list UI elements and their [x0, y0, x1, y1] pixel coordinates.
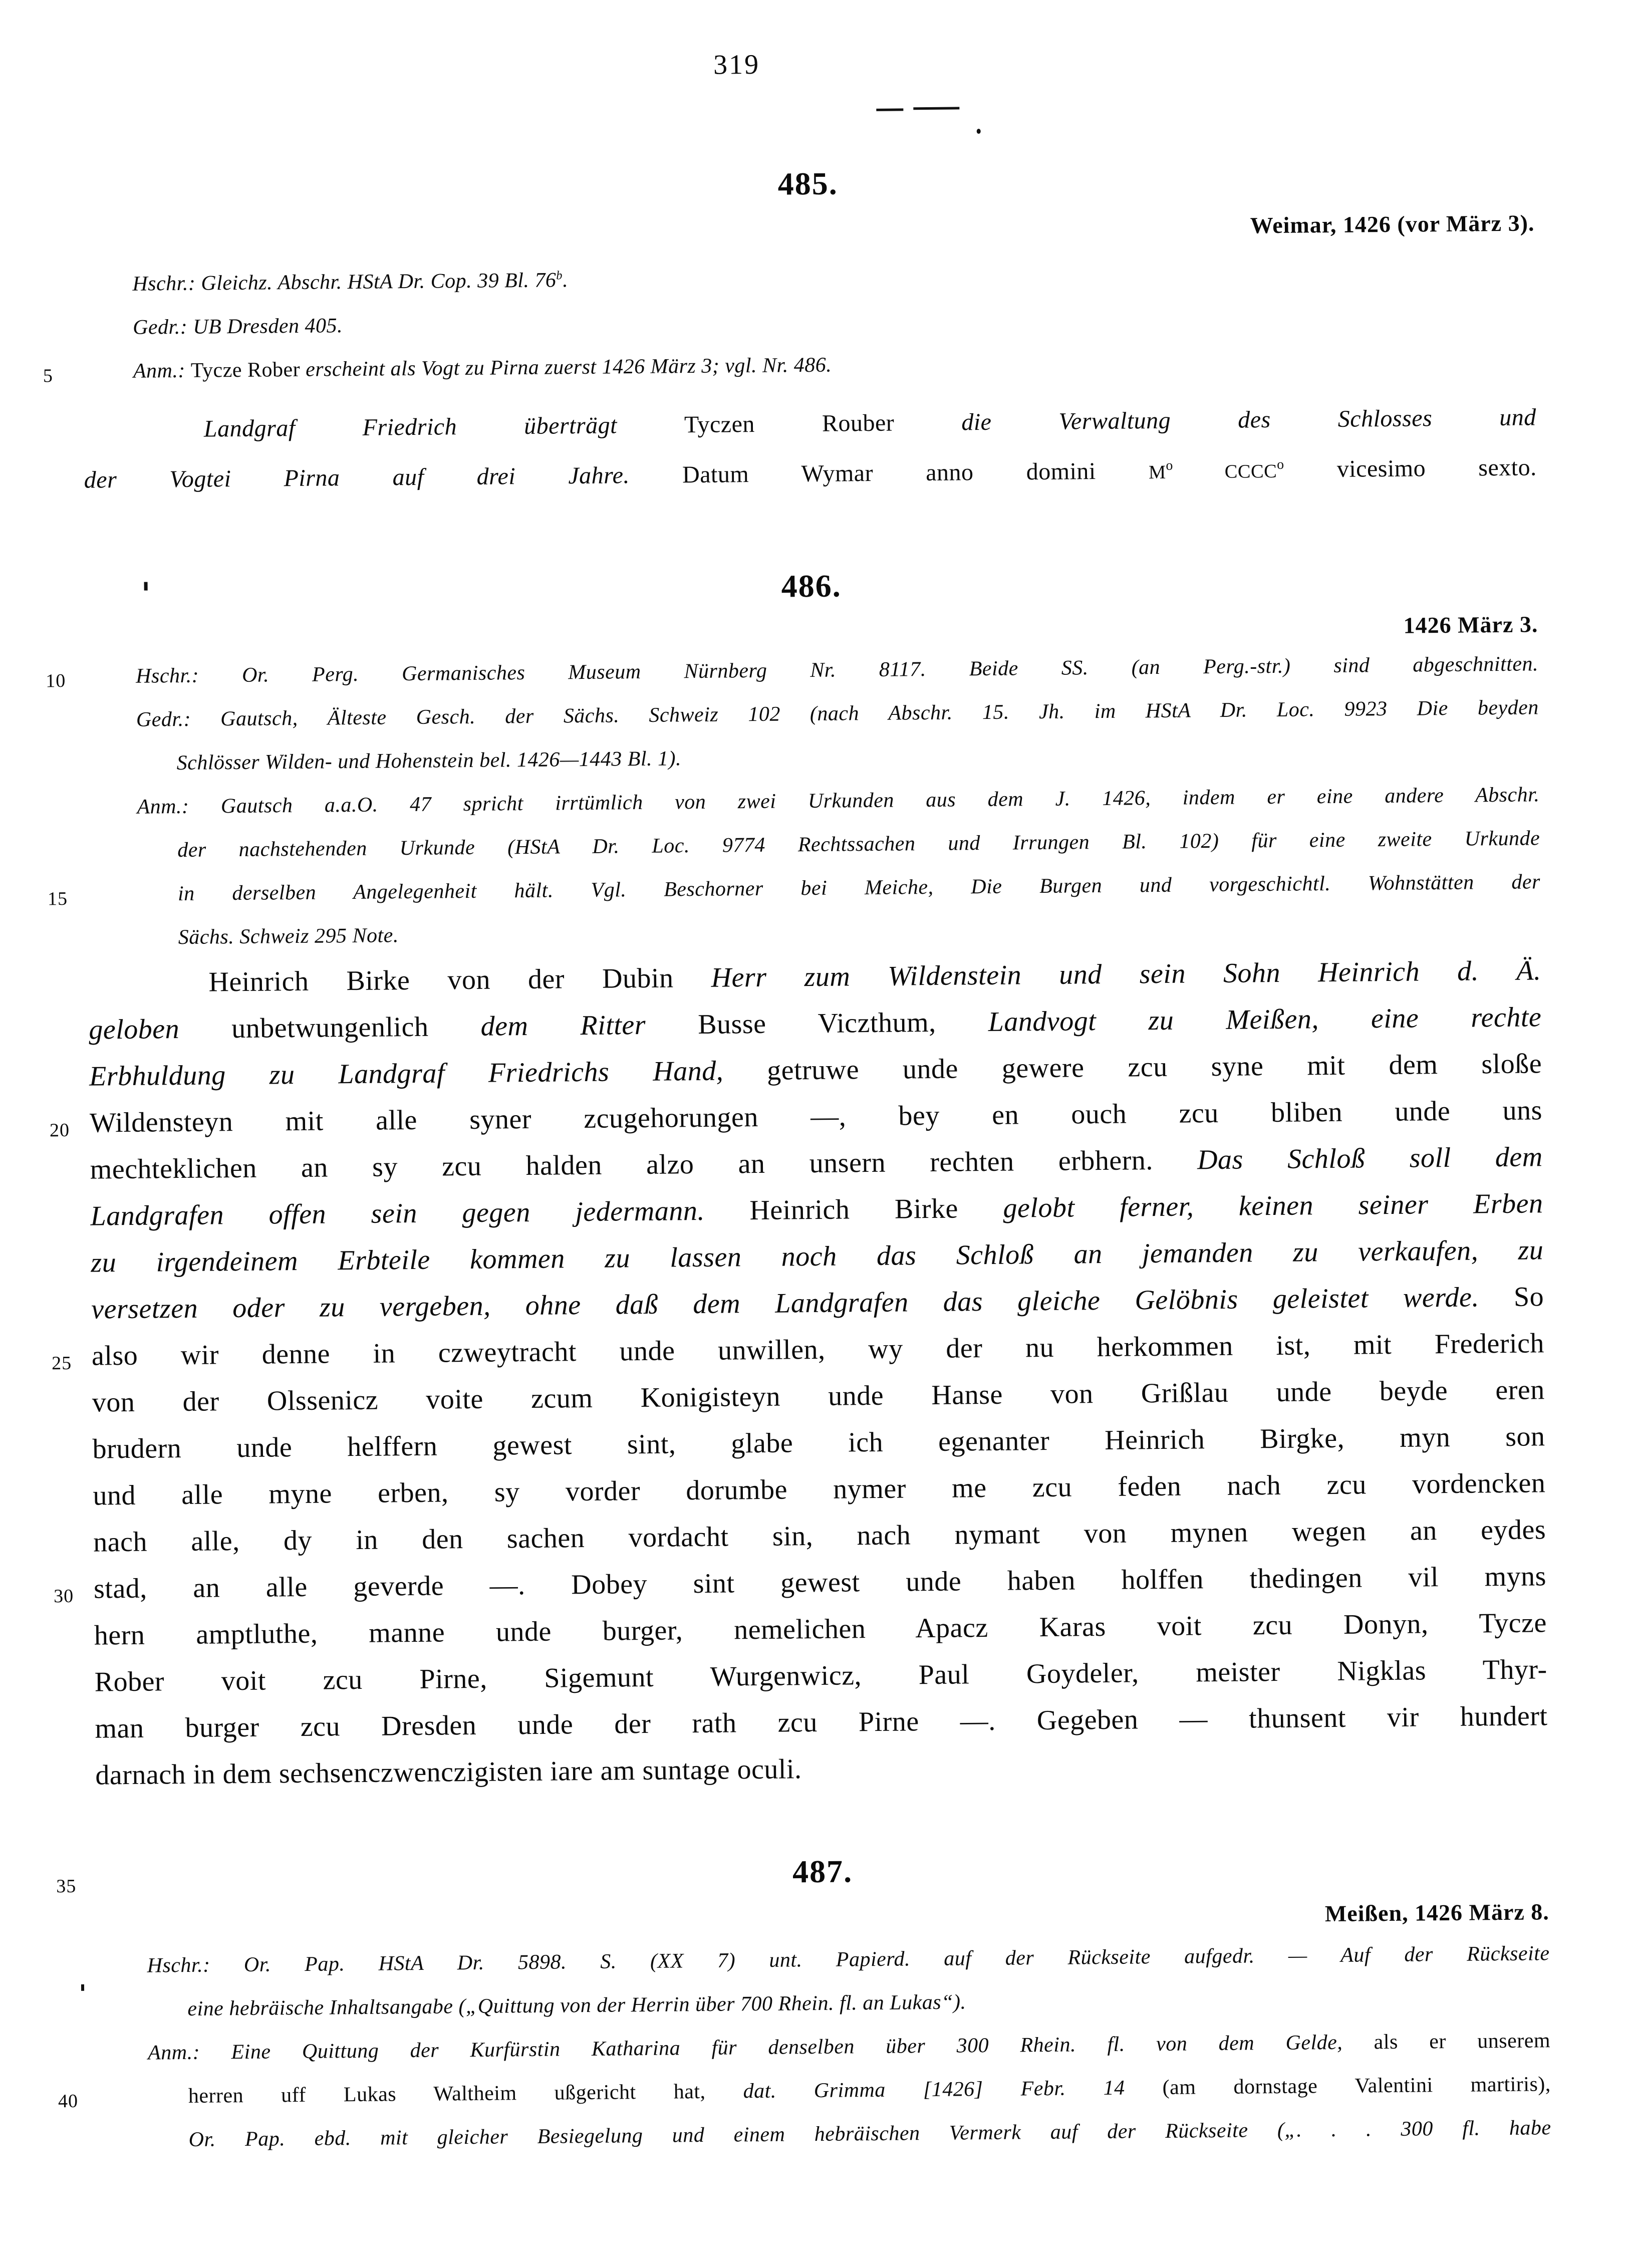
margin-line-number: 20 [49, 1119, 70, 1141]
text-segment: o [1276, 456, 1284, 472]
text-segment: Datum Wymar anno domini [629, 457, 1149, 489]
text-segment: Heinrich Birke [749, 1192, 1003, 1226]
entry-number: 486. [781, 568, 842, 604]
text-segment: stad, an alle geverde —. Dobey sint gewest unde haben holffen thedingen vil myns [93, 1561, 1547, 1605]
text-segment: der nachstehenden Urkunde (HStA Dr. Loc. 9774 Rechtssachen und Irrungen Bl. 102) für eine zweite Urkunde [177, 827, 1540, 862]
text-segment: als er unserem [1374, 2029, 1551, 2054]
text-segment: Gedr.: UB Dresden 405. [132, 314, 343, 339]
text-segment: Hschr.: Or. Perg. Germanisches Museum Nürnberg Nr. 8117. Beide SS. (an Perg.-str.) sind abgeschnitten. [135, 652, 1539, 688]
text-segment: M [1148, 461, 1166, 483]
text-segment: Landgrafen offen sein gegen jedermann. [90, 1195, 750, 1232]
entry-number: 485. [777, 165, 838, 202]
entry-485 [43, 159, 1537, 507]
text-segment: Hschr.: Gleichz. Abschr. HStA Dr. Cop. 39 Bl. 76 [132, 269, 557, 296]
text-segment: Rober voit zcu Pirne, Sigemunt Wurgenwicz, Paul Goydeler, meister Nigklas Thyr- [94, 1654, 1547, 1698]
text-segment: unbetwungenlich [231, 1011, 481, 1045]
margin-line-number: 10 [46, 670, 66, 692]
text-segment: Anm.: Gautsch a.a.O. 47 spricht irrtümlich von zwei Urkunden aus dem J. 1426, indem er eine andere Abschr. [137, 783, 1540, 819]
text-segment: man burger zcu Dresden unde der rath zcu Pirne —. Gegeben — thunsent vir hundert [95, 1700, 1548, 1744]
text-segment: mechteklichen an sy zcu halden alzo an unsern rechten erbhern. [90, 1144, 1198, 1185]
text-segment: herren uff Lukas Waltheim ußgericht hat, [188, 2080, 743, 2108]
text-segment: So [1513, 1281, 1544, 1313]
entry-487 [56, 1847, 1551, 2162]
margin-line-number: 5 [43, 365, 54, 387]
entry-487-heading [56, 1847, 1549, 1897]
entry-486-text [49, 947, 1548, 1799]
entry-date: 1426 März 3. [1403, 611, 1538, 638]
text-segment: geloben [89, 1013, 232, 1046]
margin-line-number: 30 [54, 1585, 74, 1607]
text-segment: b [556, 269, 563, 283]
entry-487-dateline [97, 1897, 1549, 1939]
margin-line-number: 35 [56, 1875, 77, 1897]
text-segment: dem Ritter [480, 1009, 698, 1042]
entry-485-apparatus [43, 250, 1536, 393]
text-segment: gelobt ferner, keinen seiner Erben [1003, 1188, 1543, 1224]
text-segment: Schlösser Wilden- und Hohenstein bel. 1426—1443 Bl. 1). [176, 747, 682, 775]
text-segment: von der Olssenicz voite zcum Konigisteyn unde Hanse von Grißlau unde beyde eren [92, 1374, 1545, 1418]
text-segment: Gedr.: Gautsch, Älteste Gesch. der Sächs. Schweiz 102 (nach Abschr. 15. Jh. im HStA Dr. Loc. 9923 Die beyden [136, 696, 1539, 731]
text-segment: darnach in dem sechsenczwenczigisten iare am suntage oculi. [95, 1753, 802, 1791]
margin-line-number: 25 [51, 1352, 72, 1374]
margin-line-number: 40 [58, 2090, 79, 2112]
text-segment: nach alle, dy in den sachen vordacht sin, nach nymant von mynen wegen an eydes [93, 1514, 1546, 1558]
text-segment: Heinrich Birke von der Dubin [208, 962, 711, 998]
text-segment: Anm.: Eine Quittung der Kurfürstin Katharina für denselben über 300 Rhein. fl. von dem Gelde, [147, 2031, 1374, 2065]
entry-number: 487. [792, 1853, 853, 1890]
text-segment: versetzen oder zu vergeben, ohne daß dem Landgrafen das gleiche Gelöbnis geleistet werde. [91, 1281, 1514, 1325]
text-segment: Hschr.: Or. Pap. HStA Dr. 5898. S. (XX 7) unt. Papierd. auf der Rückseite aufgedr. — Auf der Rückseite [147, 1942, 1550, 1977]
text-segment: also wir denne in czweytracht unde unwillen, wy der nu herkommen ist, mit Frederich [91, 1328, 1545, 1372]
entry-487-apparatus [58, 1932, 1551, 2162]
text-block [43, 40, 1551, 2162]
margin-line-number: 15 [47, 888, 68, 910]
text-segment: Erbhuldung zu Landgraf Friedrichs Hand, [89, 1055, 767, 1092]
page-number-text: 319 [713, 49, 760, 81]
entry-486 [46, 561, 1548, 1799]
entry-486-apparatus [46, 642, 1541, 960]
text-segment: und alle myne erben, sy vorder dorumbe nymer me zcu feden nach zcu vordencken [93, 1467, 1546, 1511]
text-segment: Das Schloß soll dem [1197, 1141, 1543, 1176]
entry-date: Weimar, 1426 (vor März 3). [1250, 210, 1535, 238]
text-segment: Busse Viczthum, [697, 1006, 989, 1041]
text-segment: . [562, 269, 569, 292]
text-segment: die Verwaltung des Schlosses und [961, 404, 1537, 436]
entry-486-heading [85, 561, 1538, 611]
scan-artifact [81, 1984, 84, 1991]
entry-485-summary [83, 392, 1537, 507]
text-segment: Tycze Rober [190, 358, 306, 382]
text-segment: brudern unde helffern gewest sint, glabe ich egenanter Heinrich Birgke, myn son [92, 1421, 1545, 1465]
text-segment: eine hebräische Inhaltsangabe („Quittung von der Herrin über 700 Rhein. fl. an Lukas“). [187, 1990, 966, 2021]
text-segment: Sächs. Schweiz 295 Note. [178, 924, 399, 949]
text-segment: hern amptluthe, manne unde burger, nemelichen Apacz Karas voit zcu Donyn, Tycze [94, 1607, 1547, 1651]
text-segment: Landvogt zu Meißen, eine rechte [988, 1001, 1542, 1038]
text-segment: dat. Grimma [1426] Febr. 14 [743, 2076, 1163, 2103]
text-segment: zu irgendeinem Erbteile kommen zu lassen noch das Schloß an jemanden zu verkaufen, zu [91, 1234, 1544, 1279]
text-segment: in derselben Angelegenheit hält. Vgl. Beschorner bei Meiche, Die Burgen und vorgeschichtl. Wohnstätten der [177, 870, 1541, 906]
entry-date: Meißen, 1426 März 8. [1324, 1899, 1550, 1927]
text-segment: Anm.: [133, 359, 191, 383]
text-segment: Wildensteyn mit alle syner zcugehorungen —, bey en ouch zcu bliben unde uns [89, 1095, 1543, 1139]
text-segment: Landgraf Friedrich überträgt [203, 411, 685, 442]
entry-485-dateline [82, 208, 1534, 250]
text-segment: CCCC [1173, 460, 1277, 483]
text-segment: (am dornstage Valentini martiris), [1162, 2073, 1551, 2100]
text-segment: getruwe unde gewere zcu syne mit dem sloße [766, 1048, 1542, 1086]
text-segment: Tyczen Rouber [684, 409, 962, 438]
page-sheet [0, 39, 1629, 2268]
entry-485-heading [81, 159, 1534, 208]
text-segment: vicesimo sexto. [1284, 454, 1537, 483]
text-segment: erscheint als Vogt zu Pirna zuerst 1426 März 3; vgl. Nr. 486. [305, 353, 832, 381]
text-segment: der Vogtei Pirna auf drei Jahre. [84, 462, 630, 493]
page-number [10, 41, 1463, 89]
text-segment: o [1166, 457, 1174, 473]
text-segment: Or. Pap. ebd. mit gleicher Besiegelung und einem hebräischen Vermerk auf der Rückseite („. . . 300 fl. habe [188, 2116, 1551, 2151]
text-segment: Herr zum Wildenstein und sein Sohn Heinrich d. Ä. [711, 955, 1541, 993]
